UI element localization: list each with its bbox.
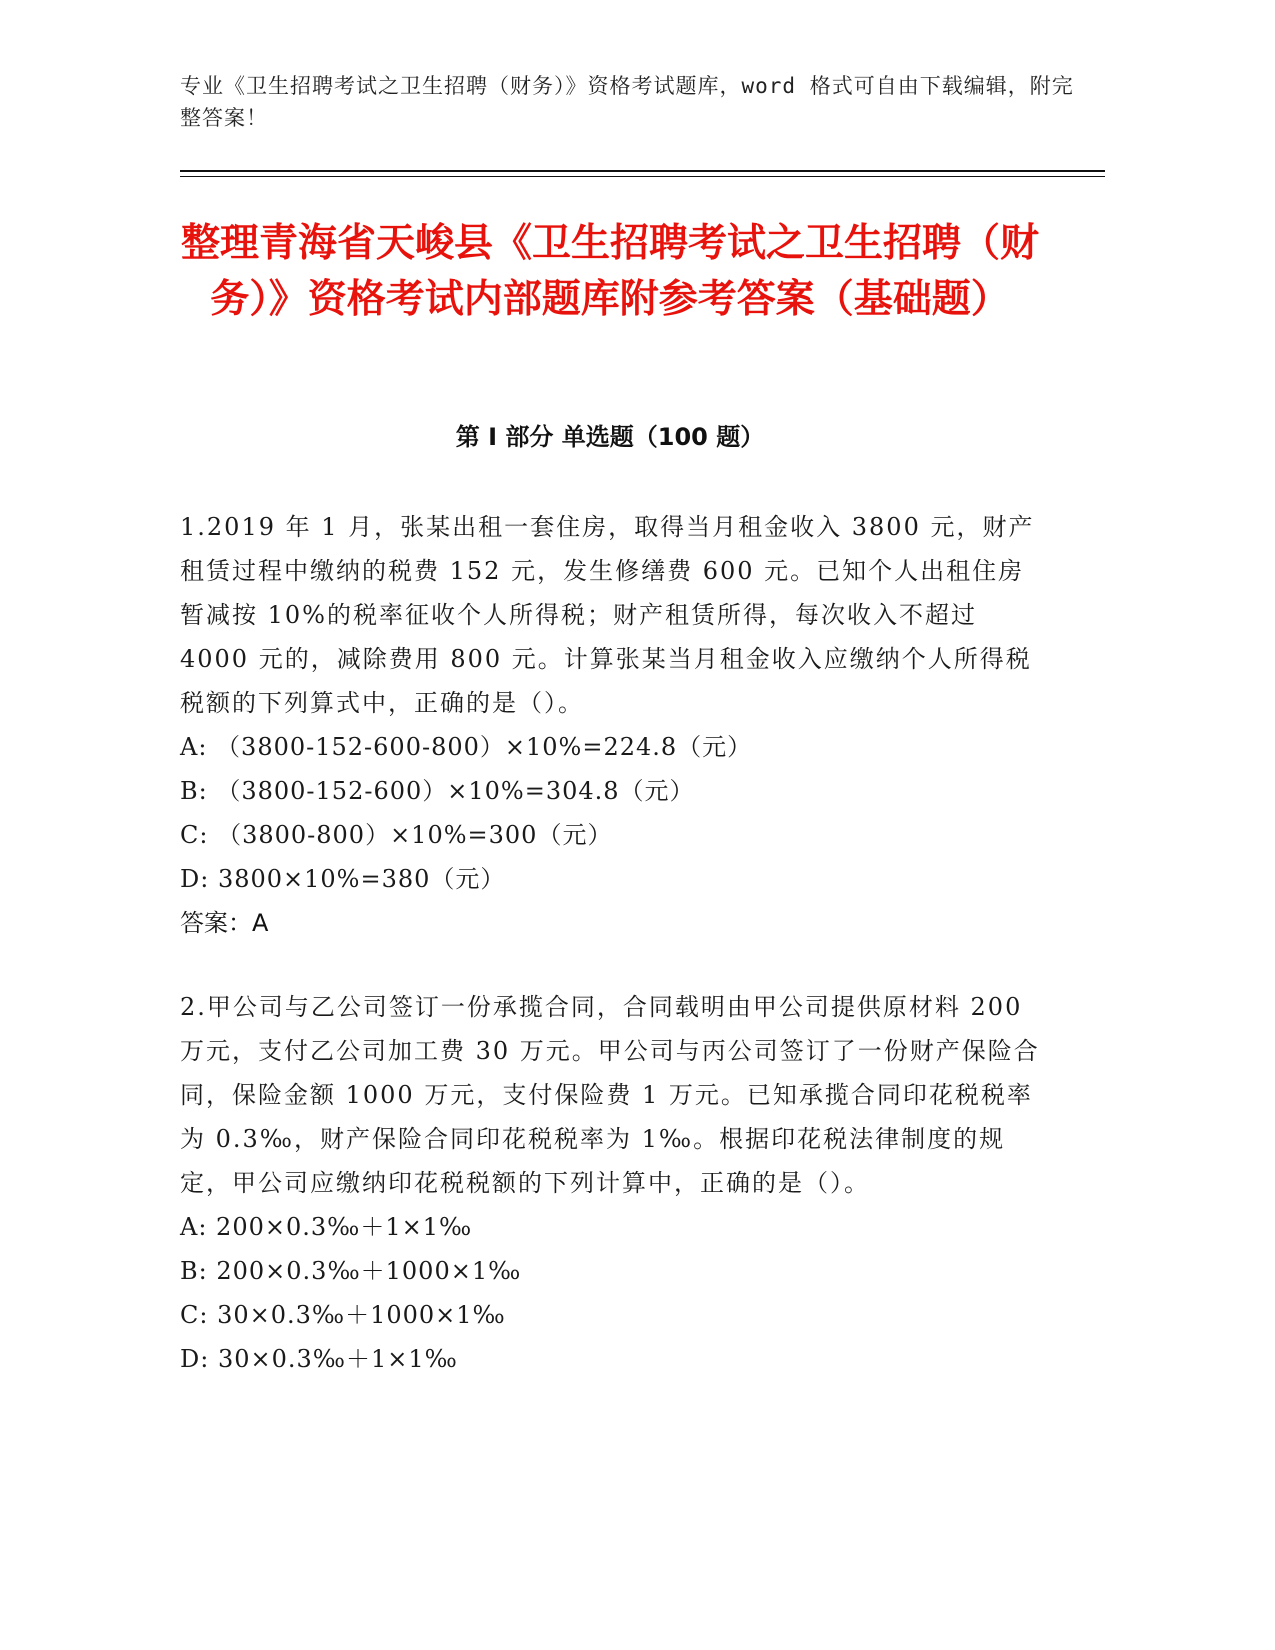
question-1-option-d: D: 3800×10%=380（元） bbox=[180, 865, 506, 893]
question-1-stem: 1.2019 年 1 月，张某出租一套住房，取得当月租金收入 3800 元，财产租赁过程中缴纳的税费 152 元，发生修缮费 600 元。已知个人出租住房暂减按 10%的税率征收个人所得税；财产租赁所得，每次收入不超过 4000 元的，减除费用 800 元。计算张某当月租金收入应缴纳个人所得税税额的下列算式中，正确的是（）。 bbox=[180, 513, 1035, 717]
question-2-option-d: D: 30×0.3‰＋1×1‰ bbox=[180, 1345, 458, 1373]
question-1-option-a: A: （3800-152-600-800）×10%=224.8（元） bbox=[180, 733, 753, 761]
section-title: 第 I 部分 单选题（100 题） bbox=[455, 423, 765, 451]
header-note: 专业《卫生招聘考试之卫生招聘（财务）》资格考试题库，word 格式可自由下载编辑，附完整答案！ bbox=[180, 74, 1074, 130]
question-2-option-c: C: 30×0.3‰＋1000×1‰ bbox=[180, 1301, 506, 1329]
question-1-answer: 答案：A bbox=[180, 909, 269, 937]
document-title: 整理青海省天峻县《卫生招聘考试之卫生招聘（财务）》资格考试内部题库附参考答案（基础题） bbox=[180, 221, 1039, 322]
header-divider-thin bbox=[180, 176, 1105, 177]
question-1-option-c: C: （3800-800）×10%=300（元） bbox=[180, 821, 613, 849]
question-2 bbox=[180, 985, 1040, 1381]
question-1 bbox=[180, 505, 1040, 945]
question-2-stem: 2.甲公司与乙公司签订一份承揽合同，合同载明由甲公司提供原材料 200 万元，支付乙公司加工费 30 万元。甲公司与丙公司签订了一份财产保险合同，保险金额 1000 万元，支付保险费 1 万元。已知承揽合同印花税税率为 0.3‰，财产保险合同印花税税率为 1‰。根据印花税法律制度的规定，甲公司应缴纳印花税税额的下列计算中，正确的是（）。 bbox=[180, 993, 1040, 1197]
question-2-option-a: A: 200×0.3‰＋1×1‰ bbox=[180, 1213, 473, 1241]
header-divider-thick bbox=[180, 170, 1105, 172]
question-2-option-b: B: 200×0.3‰＋1000×1‰ bbox=[180, 1257, 522, 1285]
question-1-option-b: B: （3800-152-600）×10%=304.8（元） bbox=[180, 777, 695, 805]
